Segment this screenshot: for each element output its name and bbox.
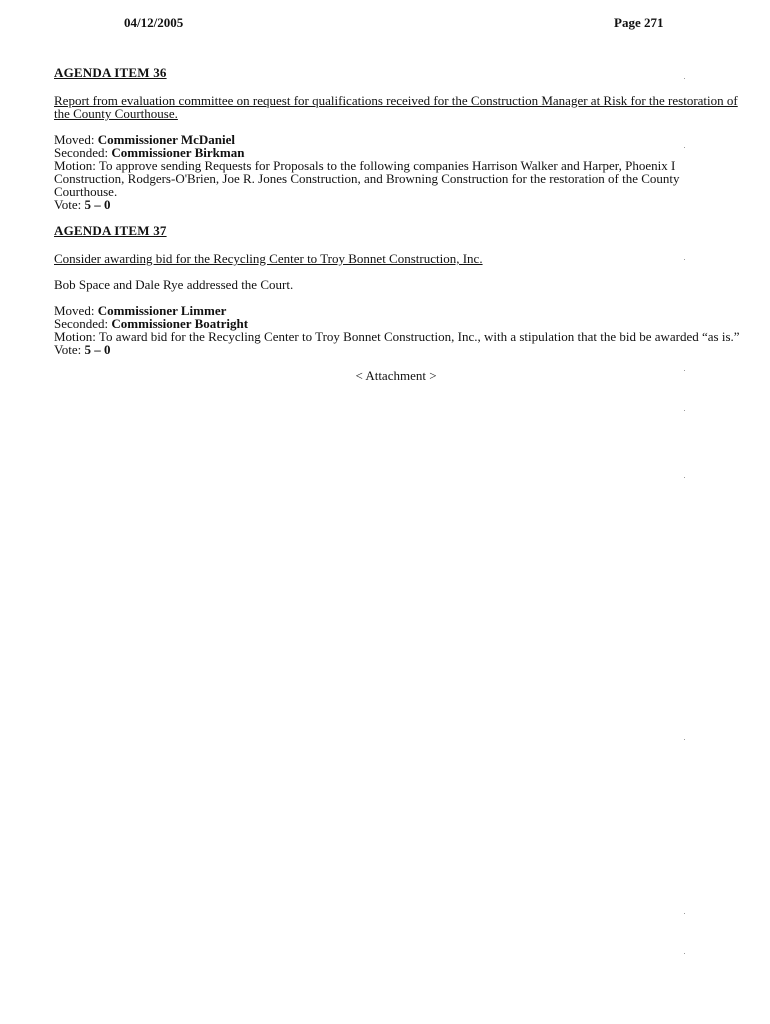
vote-line: Vote: 5 – 0 — [54, 197, 111, 212]
vote-line: Vote: 5 – 0 — [54, 342, 111, 357]
agenda-item-36 — [54, 66, 744, 211]
scan-speck — [684, 739, 685, 740]
motion-block — [54, 304, 744, 356]
agenda-item-heading: AGENDA ITEM 37 — [54, 223, 167, 238]
header-date: 04/12/2005 — [124, 15, 184, 30]
scan-speck — [684, 410, 685, 411]
agenda-item-heading: AGENDA ITEM 36 — [54, 65, 167, 80]
scan-speck — [684, 370, 685, 371]
scan-speck — [684, 953, 685, 954]
moved-line: Moved: Commissioner McDaniel — [54, 132, 236, 147]
motion-text: Motion: To approve sending Requests for Proposals to the following companies Harrison Walker and Harper, Phoenix I Construction, Rodgers-O'Brien, Joe R. Jones Construction, and Browning Construction for the restoration of the County Courthouse. — [54, 158, 680, 199]
moved-line: Moved: Commissioner Limmer — [54, 303, 227, 318]
moved-by: Commissioner McDaniel — [97, 132, 236, 147]
agenda-item-37 — [54, 224, 744, 356]
addressed-court-text: Bob Space and Dale Rye addressed the Court. — [54, 277, 294, 292]
scan-speck — [684, 913, 685, 914]
seconded-by: Commissioner Boatright — [111, 316, 249, 331]
minutes-content — [54, 66, 744, 382]
vote-result: 5 – 0 — [84, 342, 111, 357]
scan-speck — [684, 259, 685, 260]
scan-speck — [684, 147, 685, 148]
attachment-link[interactable]: < Attachment > — [355, 368, 437, 383]
header-page-number: Page 271 — [614, 15, 664, 30]
seconded-line: Seconded: Commissioner Boatright — [54, 316, 249, 331]
scan-speck — [684, 78, 685, 79]
agenda-item-description: Report from evaluation committee on request for qualifications received for the Construction Manager at Risk for the restoration of the County Courthouse. — [54, 93, 738, 121]
motion-block — [54, 133, 744, 211]
vote-result: 5 – 0 — [84, 197, 111, 212]
moved-by: Commissioner Limmer — [97, 303, 227, 318]
agenda-item-description: Consider awarding bid for the Recycling Center to Troy Bonnet Construction, Inc. — [54, 251, 483, 266]
seconded-line: Seconded: Commissioner Birkman — [54, 145, 245, 160]
scan-speck — [684, 477, 685, 478]
seconded-by: Commissioner Birkman — [111, 145, 245, 160]
motion-text: Motion: To award bid for the Recycling Center to Troy Bonnet Construction, Inc., with a stipulation that the bid be awarded “as is.” — [54, 329, 740, 344]
